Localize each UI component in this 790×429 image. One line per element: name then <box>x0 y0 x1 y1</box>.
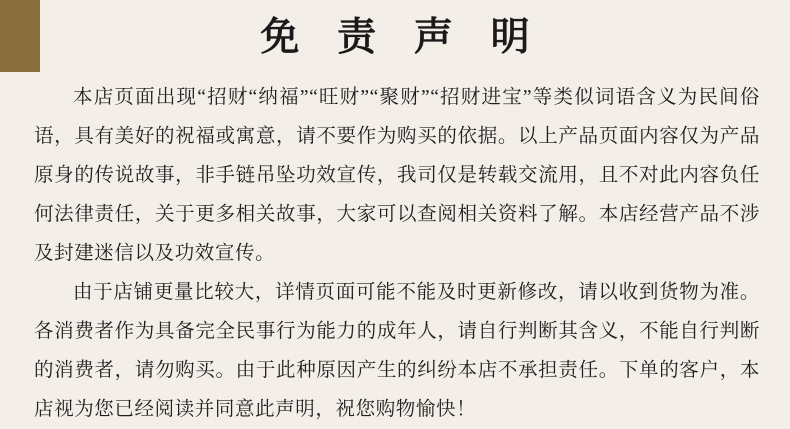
page-title: 免 责 声 明 <box>260 16 544 59</box>
disclaimer-body <box>34 78 760 429</box>
paragraph: 由于店铺更量比较大，详情页面可能不能及时更新修改，请以收到货物为准。各消费者作为具备完全民事行为能力的成年人，请自行判断其含义，不能自行判断的消费者，请勿购买。由于此种原因产生的纠纷本店不承担责任。下单的客户，本店视为您已经阅读并同意此声明，祝您购物愉快！ <box>34 282 760 420</box>
paragraph: 本店页面出现“招财“纳福”“旺财”“聚财”“招财进宝”等类似词语含义为民间俗语，具有美好的祝福或寓意，请不要作为购买的依据。以上产品页面内容仅为产品原身的传说故事，非手链吊坠功效宣传，我司仅是转载交流用，且不对此内容负任何法律责任，关于更多相关故事，大家可以查阅相关资料了解。本店经营产品不涉及封建迷信以及功效宣传。 <box>34 87 760 264</box>
